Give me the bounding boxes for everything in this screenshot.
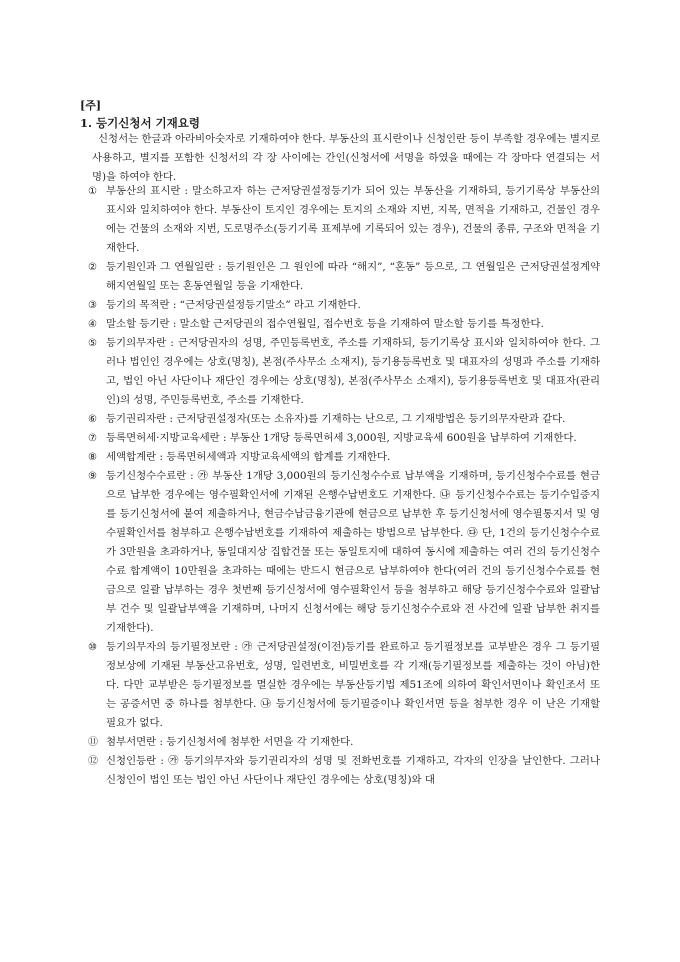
- list-item: [88, 448, 600, 467]
- item-text: 등록면허세·지방교육세란 : 부동산 1개당 등록면허세 3,000원, 지방교육세 600원을 납부하여 기재한다.: [106, 432, 577, 444]
- item-text: 말소할 등기란 : 말소할 근저당권의 접수연월일, 접수번호 등을 기재하여 말소할 등기를 특정한다.: [106, 318, 544, 330]
- list-item: [88, 182, 600, 258]
- note-tag: [주]: [80, 99, 102, 112]
- item-number: ⑦: [88, 433, 97, 444]
- list-item: [88, 334, 600, 410]
- list-item: [88, 752, 600, 790]
- intro-paragraph: 신청서는 한글과 아라비아숫자로 기재하여야 한다. 부동산의 표시란이나 신청인란 등이 부족할 경우에는 별지로 사용하고, 별지를 포함한 신청서의 각 장 사이에는 간인(신청서에 서명을 하였을 때에는 각 장마다 연결되는 서명)을 하여야 한다.: [92, 133, 600, 183]
- item-text: 신청인등란 : ㉮ 등기의무자와 등기권리자의 성명 및 전화번호를 기재하고, 각자의 인장을 날인한다. 그러나 신청인이 법인 또는 법인 아닌 사단이나 재단인 경우에는 상호(명칭)와 대: [106, 755, 600, 786]
- item-number: ②: [88, 262, 97, 273]
- item-number: ⑤: [88, 338, 97, 349]
- item-text: 등기원인과 그 연월일란 : 등기원인은 그 원인에 따라 “해지”, “혼동” 등으로, 그 연월일은 근저당권설정계약 해지연월일 또는 혼동연월일 등을 기재한다.: [106, 261, 600, 292]
- list-item: [88, 733, 600, 752]
- item-number: ①: [88, 186, 97, 197]
- list-item: [88, 638, 600, 733]
- instruction-list: [88, 182, 600, 790]
- item-text: 첨부서면란 : 등기신청서에 첨부한 서면을 각 기재한다.: [106, 736, 354, 748]
- item-text: 등기의 목적란 : “근저당권설정등기말소” 라고 기재한다.: [106, 299, 361, 311]
- item-number: ⑫: [88, 756, 98, 767]
- list-item: [88, 410, 600, 429]
- list-item: [88, 296, 600, 315]
- item-text: 등기권리자란 : 근저당권설정자(또는 소유자)를 기재하는 난으로, 그 기재방법은 등기의무자란과 같다.: [106, 413, 566, 425]
- item-text: 등기의무자란 : 근저당권자의 성명, 주민등록번호, 주소를 기재하되, 등기기록상 표시와 일치하여야 한다. 그러나 법인인 경우에는 상호(명칭), 본점(주사무소 소재지), 등기용등록번호 및 대표자의 성명과 주소를 기재하고, 법인 아닌 사단이나 재단인 경우에는 상호(명칭), 본점(주사무소 소재지), 등기용등록번호 및 대표자(관리인)의 성명, 주민등록번호, 주소를 기재한다.: [106, 337, 600, 406]
- list-item: [88, 315, 600, 334]
- item-text: 세액합계란 : 등록면허세액과 지방교육세액의 합계를 기재한다.: [106, 451, 391, 463]
- list-item: [88, 467, 600, 638]
- item-text: 부동산의 표시란 : 말소하고자 하는 근저당권설정등기가 되어 있는 부동산을 기재하되, 등기기록상 부동산의 표시와 일치하여야 한다. 부동산이 토지인 경우에는 토지의 소재와 지번, 지목, 면적을 기재하고, 건물인 경우에는 건물의 소재와 지번, 도로명주소(등기기록 표제부에 기록되어 있는 경우), 건물의 종류, 구조와 면적을 기재한다.: [106, 185, 600, 254]
- item-number: ⑨: [88, 471, 97, 482]
- item-text: 등기의무자의 등기필정보란 : ㉮ 근저당권설정(이전)등기를 완료하고 등기필정보를 교부받은 경우 그 등기필정보상에 기재된 부동산고유번호, 성명, 일련번호, 비밀번호를 각 기재(등기필정보를 제출하는 것이 아님)한다. 다만 교부받은 등기필정보를 멸실한 경우에는 부동산등기법 제51조에 의하여 확인서면이나 확인조서 또는 공증서면 중 하나를 첨부한다. ㉯ 등기신청서에 등기필증이나 확인서면 등을 첨부한 경우 이 난은 기재할 필요가 없다.: [106, 641, 600, 729]
- item-text: 등기신청수수료란 : ㉮ 부동산 1개당 3,000원의 등기신청수수료 납부액을 기재하며, 등기신청수수료를 현금으로 납부한 경우에는 영수필확인서에 기재된 은행수납번호도 기재한다. ㉯ 등기신청수수료는 등기수입증지를 등기신청서에 붙여 제출하거나, 현금수납금융기관에 현금으로 납부한 후 등기신청서에 영수필통지서 및 영수필확인서를 첨부하고 은행수납번호를 기재하여 제출하는 방법으로 납부한다. ㉰ 단, 1건의 등기신청수수료가 3만원을 초과하거나, 동일대지상 집합건물 또는 동일토지에 대하여 동시에 제출하는 여러 건의 등기신청수수료 합계액이 10만원을 초과하는 때에는 반드시 현금으로 납부하여야 한다(여러 건의 등기신청수수료를 현금으로 일괄 납부하는 경우 첫번째 등기신청서에 영수필확인서 등을 첨부하고 해당 등기신청수수료와 일괄납부 건수 및 일괄납부액을 기재하며, 나머지 신청서에는 해당 등기신청수수료와 전 사건에 일괄 납부한 취지를 기재한다).: [106, 470, 600, 634]
- list-item: [88, 258, 600, 296]
- section-title: 1. 등기신청서 기재요령: [80, 116, 200, 130]
- item-number: ⑪: [88, 737, 98, 748]
- list-item: [88, 429, 600, 448]
- item-number: ④: [88, 319, 97, 330]
- item-number: ⑩: [88, 642, 97, 653]
- item-number: ⑧: [88, 452, 97, 463]
- item-number: ⑥: [88, 414, 97, 425]
- item-number: ③: [88, 300, 97, 311]
